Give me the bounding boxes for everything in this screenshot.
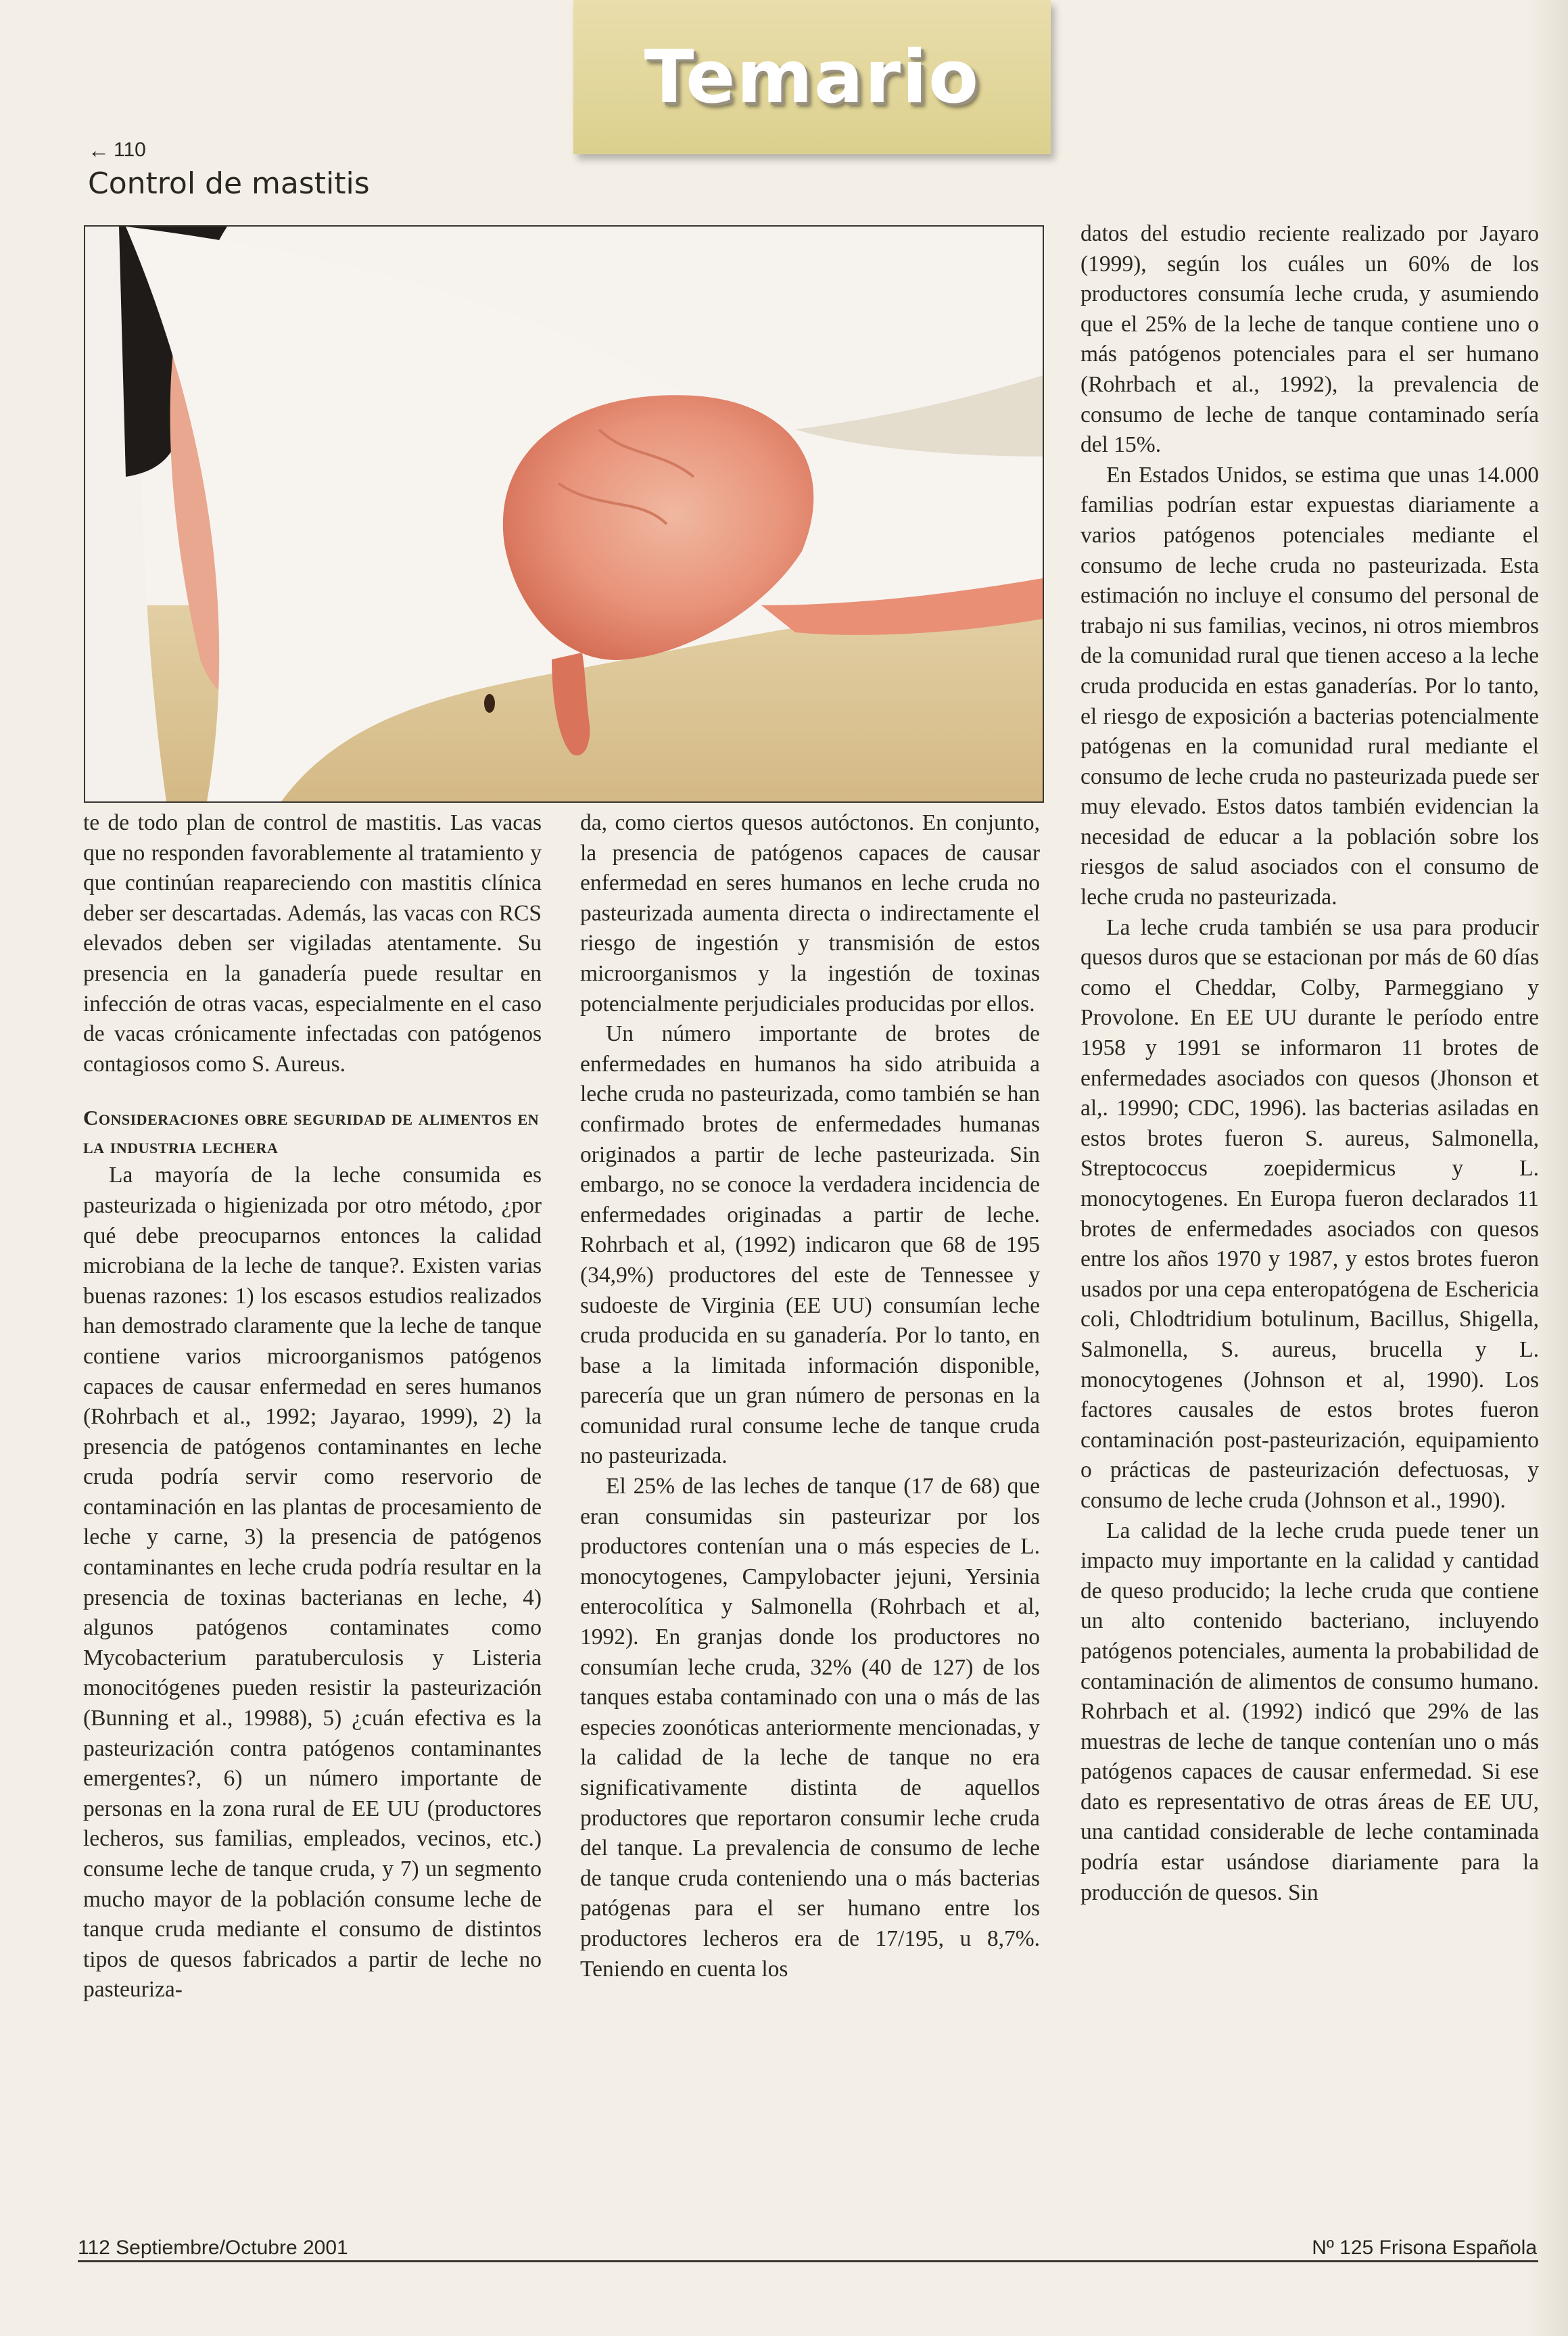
footer-magazine-name: Nº 125 Frisona Española	[1312, 2237, 1537, 2259]
footer-issue-date: 112 Septiembre/Octubre 2001	[78, 2237, 348, 2259]
banner-title: Temario	[644, 34, 980, 120]
back-reference-page: 110	[114, 139, 146, 161]
paragraph: te de todo plan de control de mastitis. Las vacas que no responden favorablemente al tratamiento y que continúan reapareciendo con mastitis clínica deber ser descartadas. Además, las vacas con RCS elevados deben ser vigiladas atentamente. Su presencia en la ganadería puede resultar en infección de otras vacas, especialmente en el caso de vacas crónicamente infectadas con patógenos contagiosos como S. Aureus.	[83, 810, 542, 1077]
cow-udder-illustration	[85, 227, 1043, 801]
paragraph: La calidad de la leche cruda puede tener un impacto muy importante en la calidad y cantidad de queso producido; la leche cruda que contiene un alto contenido bacteriano, incluyendo patógenos potenciales, aumenta la probabilidad de contaminación de alimentos de consumo humano. Rohrbach et al. (1992) indicó que 29% de las muestras de leche de tanque contenían uno o más patógenos capaces de causar enfermedad. Si ese dato es representativo de otras áreas de EE UU, una cantidad considerable de leche contaminada podría estar usándose diariamente para la producción de quesos. Sin	[1080, 1518, 1539, 1905]
paragraph: da, como ciertos quesos autóctonos. En conjunto, la presencia de patógenos capaces de causar enfermedad en seres humanos en leche cruda no pasteurizada aumenta directa o indirectamente el riesgo de ingestión y transmisión de estos microorganismos y la ingestión de toxinas potencialmente perjudiciales producidas por ellos.	[580, 810, 1040, 1017]
paragraph: Un número importante de brotes de enfermedades en humanos ha sido atribuida a leche cruda no pasteurizada, como también se han confirmado brotes de enfermedades humanas originados a partir de leche pasteurizada. Sin embargo, no se conoce la verdadera incidencia de enfermedades originadas a partir de leche. Rohrbach et al, (1992) indicaron que 68 de 195 (34,9%) productores del este de Tennessee y sudoeste de Virginia (EE UU) consumían leche cruda producida en su ganadería. Por lo tanto, en base a la limitada información disponible, parecería que un gran número de personas en la comunidad rural consume leche de tanque cruda no pasteurizada.	[580, 1021, 1040, 1469]
paragraph: La leche cruda también se usa para producir quesos duros que se estacionan por más de 60 días como el Cheddar, Colby, Parmeggiano y Provolone. En EE UU durante le período entre 1958 y 1991 se informaron 11 brotes de enfermedades asociados con quesos (Jhonson et al,. 19990; CDC, 1996). las bacterias asiladas en estos brotes fueron S. aureus, Salmonella, Streptococcus zoepidermicus y L. monocytogenes. En Europa fueron declarados 11 brotes de enfermedades asociados con quesos entre los años 1970 y 1987, y estos brotes fueron usados por una cepa enteropatógena de Eschericia coli, Chlodtridium botulinum, Bacillus, Shigella, Salmonella, S. aureus, brucella y L. monocytogenes (Johnson et al, 1990). Los factores causales de estos brotes fueron contaminación post-pasteurización, equipamiento o prácticas de pasteurización defectuosas, y consumo de leche cruda (Johnson et al., 1990).	[1080, 914, 1539, 1513]
paragraph: En Estados Unidos, se estima que unas 14.000 familias podrían estar expuestas diariamente a varios patógenos potenciales mediante el consumo de leche cruda no pasteurizada. Esta estimación no incluye el consumo del personal de trabajo ni sus familias, vecinos, ni otros miembros de la comunidad rural que tienen acceso a la leche cruda producida en estas ganaderías. Por lo tanto, el riesgo de exposición a bacterias potencialmente patógenas en la comunidad rural mediante el consumo de leche cruda no pasteurizada puede ser muy elevado. Estos datos también evidencian la necesidad de educar a la población sobre los riesgos de salud asociados con el consumo de leche cruda no pasteurizada.	[1080, 462, 1539, 910]
footer-divider	[78, 2260, 1538, 2262]
subheading: Consideraciones obre seguridad de alimentos en la industria lechera	[83, 1106, 540, 1159]
paragraph: datos del estudio reciente realizado por Jayaro (1999), según los cuáles un 60% de los productores consumía leche cruda, y asumiendo que el 25% de la leche de tanque contiene uno o más patógenos potenciales para el ser humano (Rohrbach et al., 1992), la prevalencia de consumo de leche de tanque contaminado sería del 15%.	[1080, 221, 1539, 458]
section-banner	[573, 0, 1051, 154]
cow-udder-photo	[84, 225, 1044, 803]
paragraph: El 25% de las leches de tanque (17 de 68) que eran consumidas sin pasteurizar por los productores contenían una o más especies de L. monocytogenes, Campylobacter jejuni, Yersinia enterocolítica y Salmonella (Rohrbach et al, 1992). En granjas donde los productores no consumían leche cruda, 32% (40 de 127) de los tanques estaba contaminado con una o más de las especies zoonóticas anteriormente mencionadas, y la calidad de la leche de tanque no era significativamente distinta de aquellos productores que reportaron consumir leche cruda del tanque. La prevalencia de consumo de leche de tanque cruda conteniendo una o más bacterias patógenas para el ser humano entre los productores lecheros era de 17/195, u 8,7%. Teniendo en cuenta los	[580, 1474, 1040, 1982]
section-title: Control de mastitis	[88, 166, 370, 201]
column-1	[83, 808, 542, 2005]
back-reference	[88, 139, 146, 162]
column-2	[580, 808, 1040, 1984]
arrow-left-icon: ←	[88, 138, 110, 162]
paragraph: La mayoría de la leche consumida es pasteurizada o higienizada por otro método, ¿por qué debe preocuparnos entonces la calidad microbiana de la leche de tanque?. Existen varias buenas razones: 1) los escasos estudios realizados han demostrado claramente que la leche de tanque contiene varios microorganismos patógenos capaces de causar enfermedad en seres humanos (Rohrbach et al., 1992; Jayarao, 1999), 2) la presencia de patógenos contaminantes en leche cruda podría servir como reservorio de contaminación en las plantas de procesamiento de leche y carne, 3) la presencia de patógenos contaminantes en leche cruda podría resultar en la presencia de toxinas bacterianas en leche, 4) algunos patógenos contaminates como Mycobacterium paratuberculosis y Listeria monocitógenes pueden resistir la pasteurización (Bunning et al., 19988), 5) ¿cuán efectiva es la pasteurización contra patógenos contaminantes emergentes?, 6) un número importante de personas en la zona rural de EE UU (productores lecheros, sus familias, empleados, vecinos, etc.) consume leche de tanque cruda, y 7) un segmento mucho mayor de la población consume leche de tanque cruda mediante el consumo de distintos tipos de quesos fabricados a partir de leche no pasteuriza-	[83, 1163, 542, 2003]
column-3	[1080, 219, 1539, 1908]
